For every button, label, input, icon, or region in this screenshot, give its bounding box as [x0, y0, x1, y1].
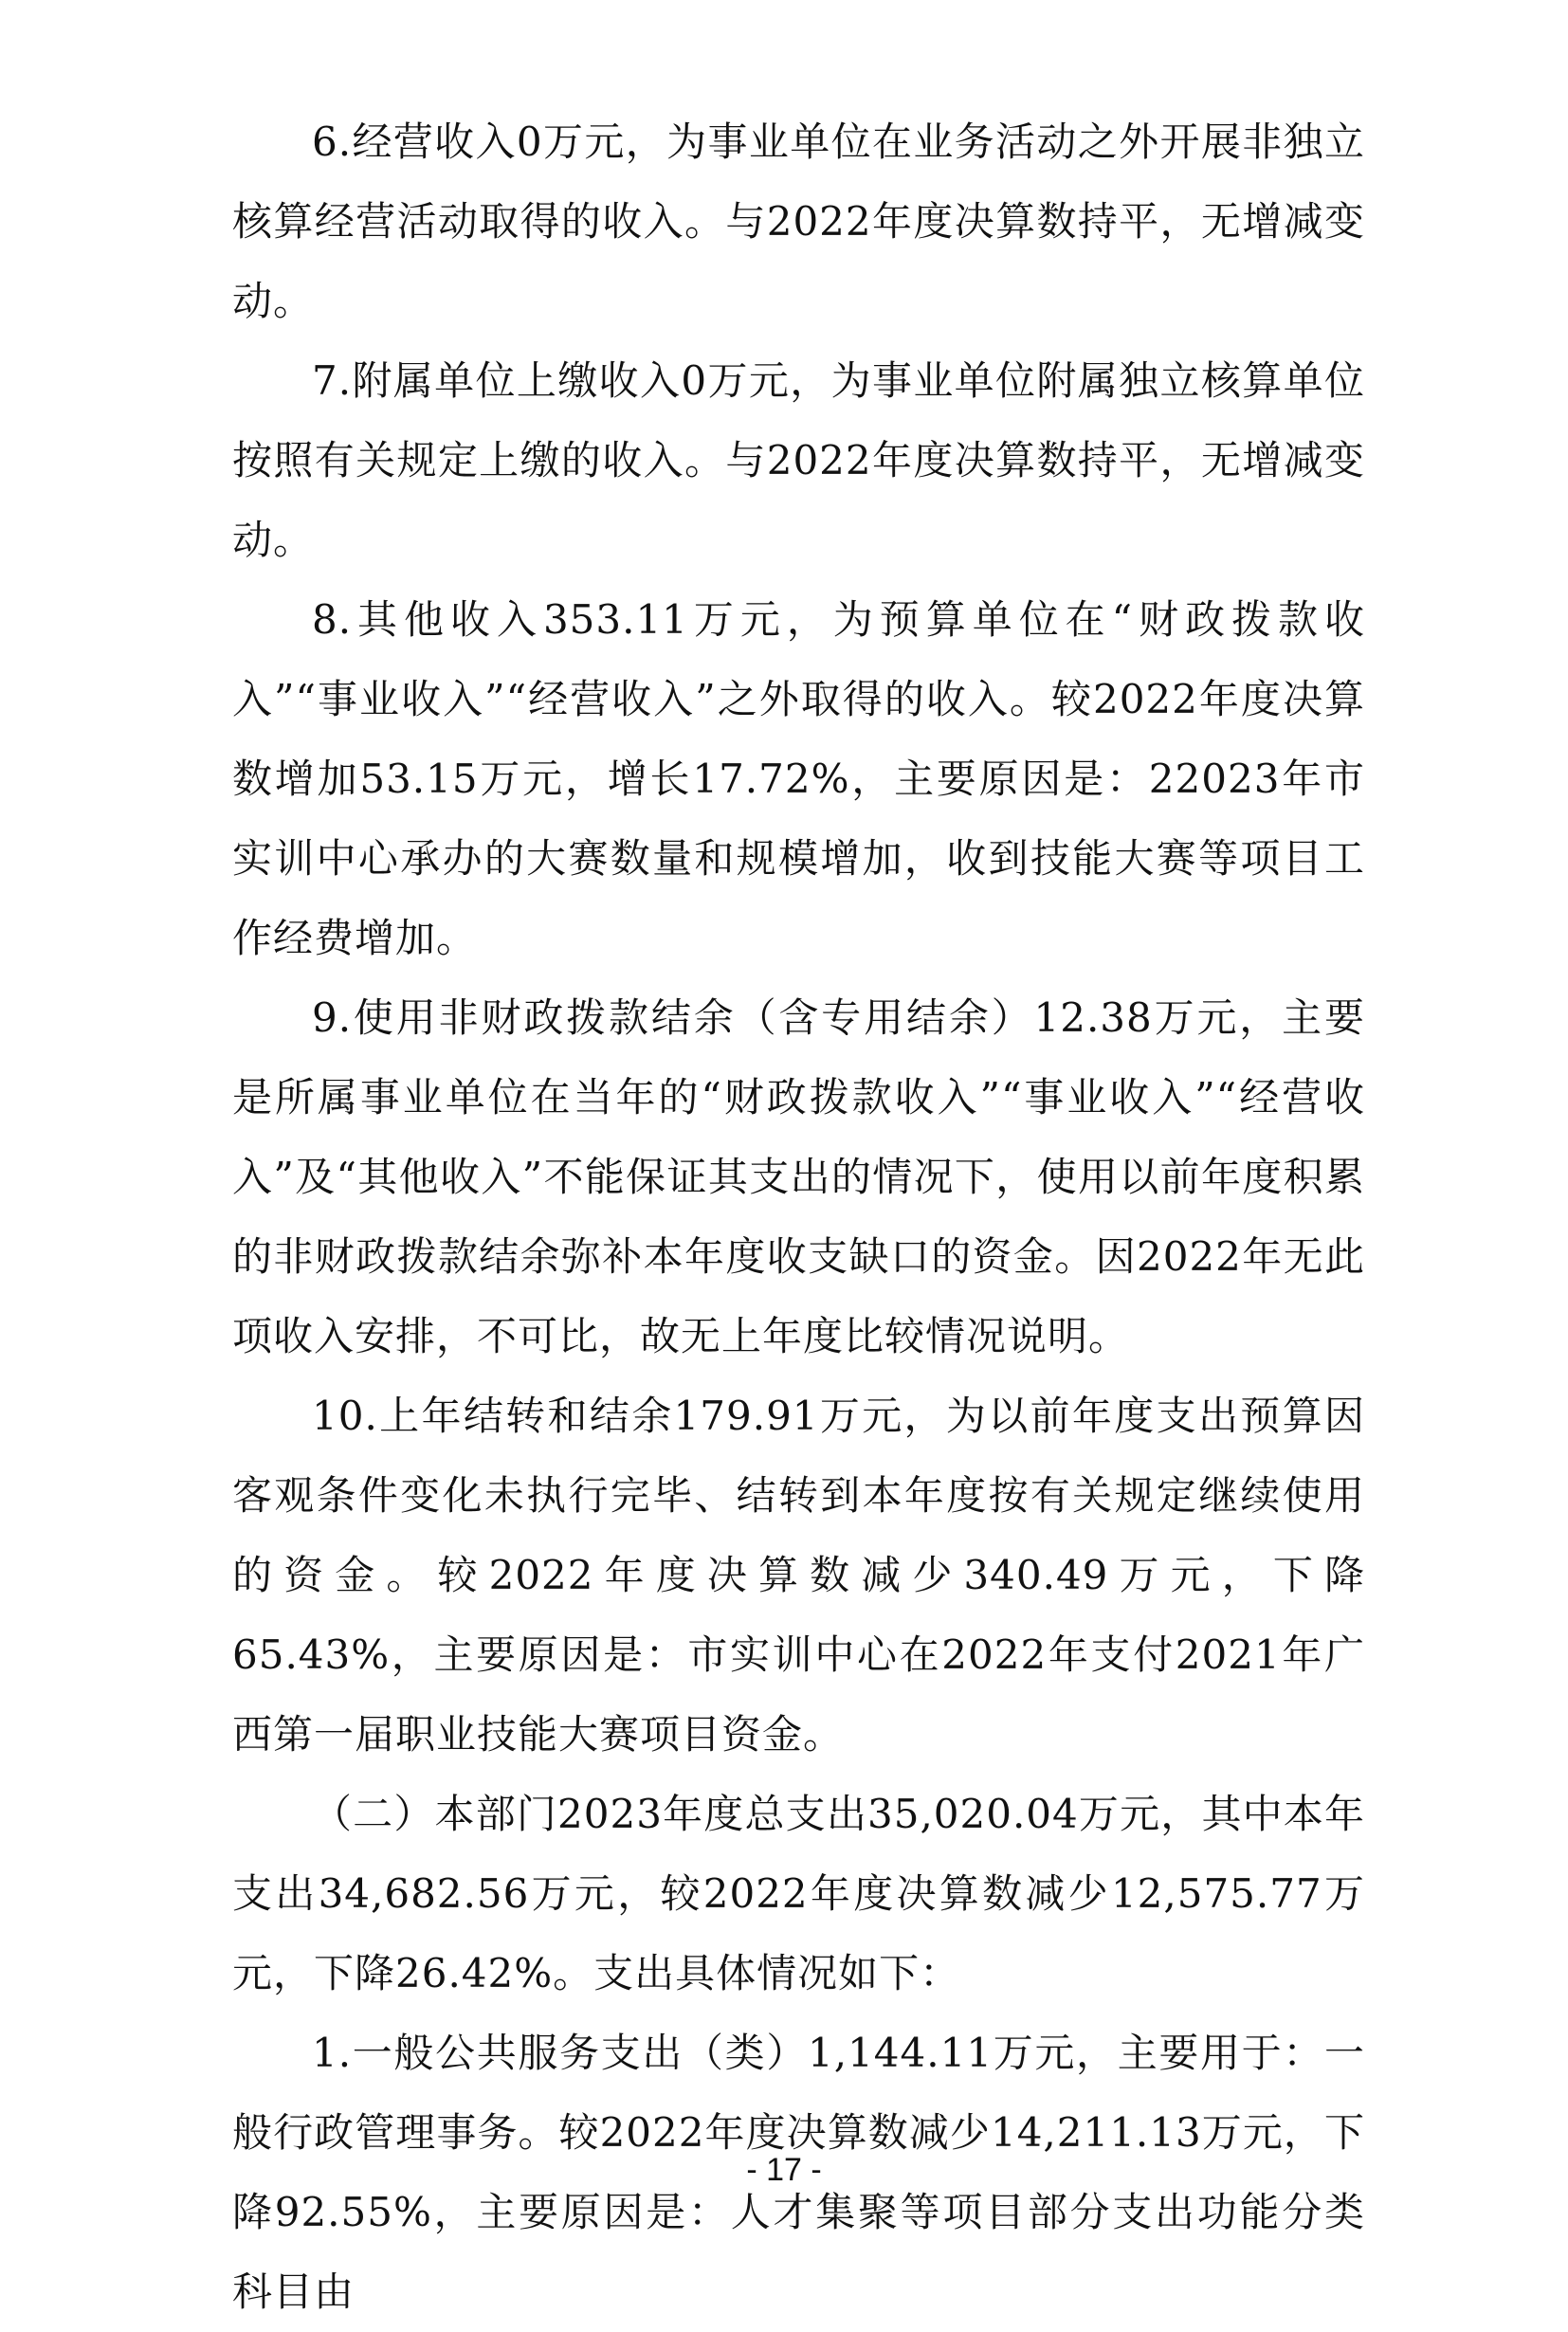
paragraph-general-public-services: 1.一般公共服务支出（类）1,144.11万元，主要用于：一般行政管理事务。较2022年度决算数减少14,211.13万元，下降92.55%，主要原因是：人才集聚等项目部分支出功能分类科目由: [232, 2030, 1365, 2315]
paragraph-total-expenditure: （二）本部门2023年度总支出35,020.04万元，其中本年支出34,682.56万元，较2022年度决算数减少12,575.77万元，下降26.42%。支出具体情况如下：: [232, 1791, 1365, 1996]
document-body: [232, 102, 1365, 2332]
paragraph-other-income: 8.其他收入353.11万元，为预算单位在“财政拨款收入”“事业收入”“经营收入”之外取得的收入。较2022年度决算数增加53.15万元，增长17.72%，主要原因是：22023年市实训中心承办的大赛数量和规模增加，收到技能大赛等项目工作经费增加。: [232, 596, 1365, 961]
paragraph-carryover-balance: 10.上年结转和结余179.91万元，为以前年度支出预算因客观条件变化未执行完毕、结转到本年度按有关规定继续使用的资金。较2022年度决算数减少340.49万元，下降65.43%，主要原因是：市实训中心在2022年支付2021年广西第一届职业技能大赛项目资金。: [232, 1393, 1365, 1758]
paragraph-affiliated-unit-income: 7.附属单位上缴收入0万元，为事业单位附属独立核算单位按照有关规定上缴的收入。与2022年度决算数持平，无增减变动。: [232, 357, 1365, 563]
paragraph-operating-income: 6.经营收入0万元，为事业单位在业务活动之外开展非独立核算经营活动取得的收入。与2022年度决算数持平，无增减变动。: [232, 118, 1365, 324]
page-number: - 17 -: [746, 2152, 822, 2188]
paragraph-non-fiscal-balance: 9.使用非财政拨款结余（含专用结余）12.38万元，主要是所属事业单位在当年的“财政拨款收入”“事业收入”“经营收入”及“其他收入”不能保证其支出的情况下，使用以前年度积累的非财政拨款结余弥补本年度收支缺口的资金。因2022年无此项收入安排，不可比，故无上年度比较情况说明。: [232, 994, 1365, 1359]
